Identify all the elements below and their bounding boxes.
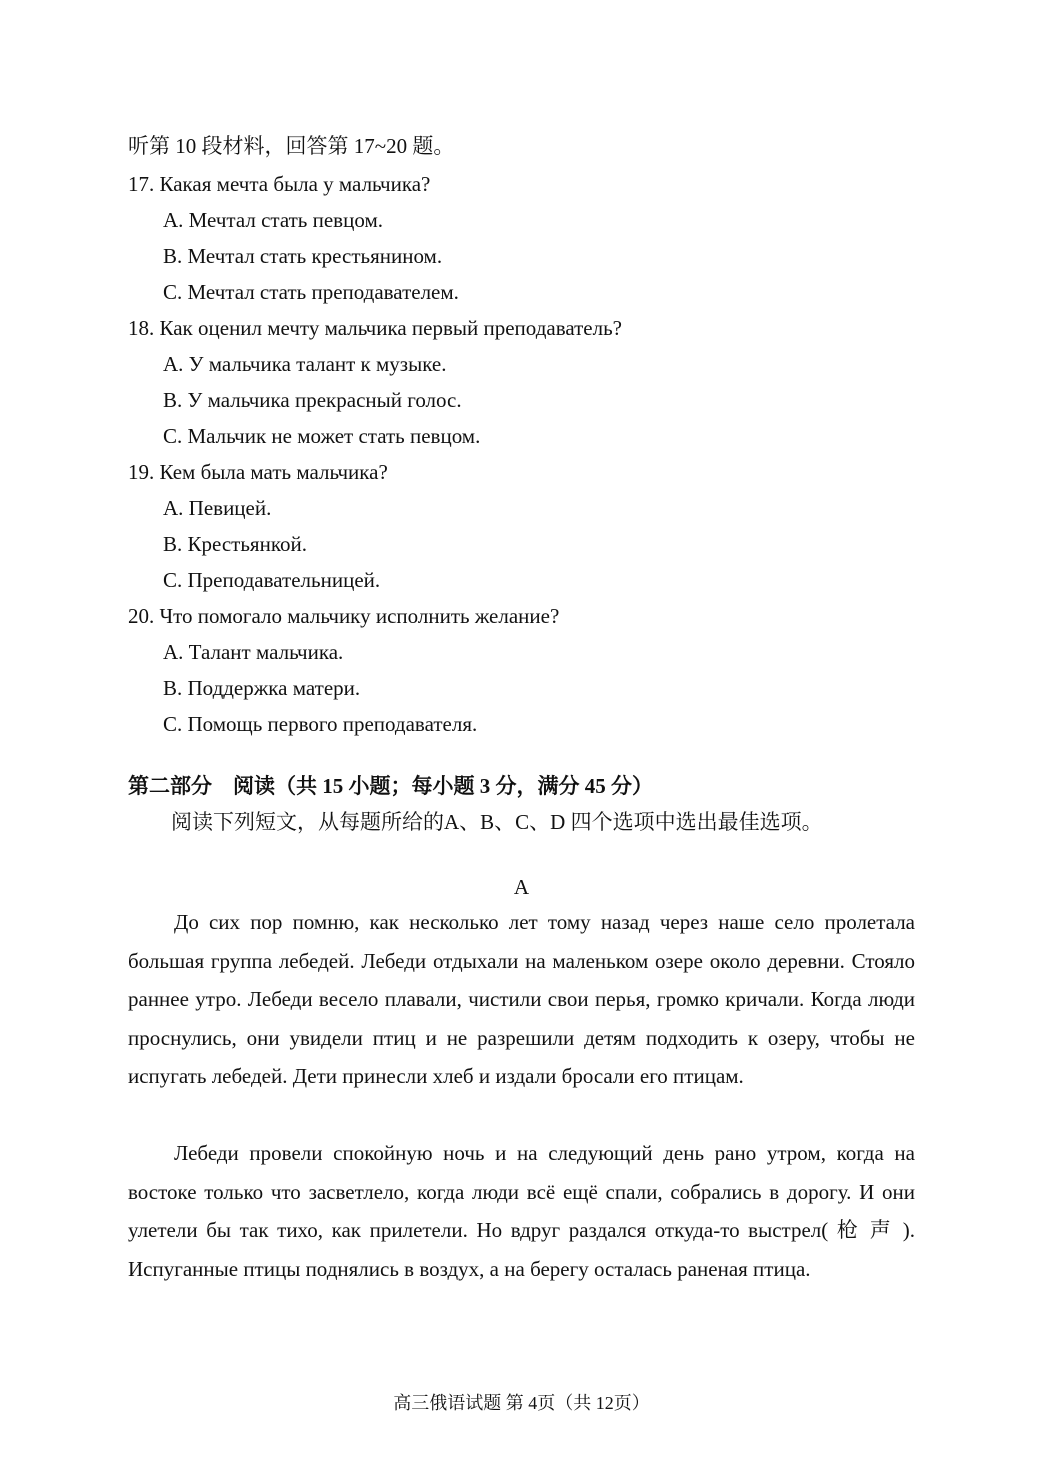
question-18: 18. Как оценил мечту мальчика первый преподаватель? bbox=[128, 316, 622, 340]
passage-paragraph-1: До сих пор помню, как несколько лет тому назад через наше село пролетала большая группа лебедей. Лебеди отдыхали на маленьком озере около деревни. Стояло раннее утро. Лебеди весело плавали, чистили свои перья, громко кричали. Когда люди проснулись, они увидели птиц и не разрешили детям подходить к озеру, чтобы не испугать лебедей. Дети принесли хлеб и издали бросали его птицам. bbox=[128, 910, 915, 1088]
passage-label: A bbox=[513, 875, 530, 899]
listening-instruction: 听第 10 段材料，回答第 17~20 题。 bbox=[128, 134, 455, 158]
option-19-b: B. Крестьянкой. bbox=[163, 532, 307, 556]
question-17: 17. Какая мечта была у мальчика? bbox=[128, 172, 431, 196]
option-18-c: C. Мальчик не может стать певцом. bbox=[163, 424, 481, 448]
reading-section-title: 第二部分 阅读（共 15 小题；每小题 3 分，满分 45 分） bbox=[128, 774, 653, 798]
question-20: 20. Что помогало мальчику исполнить желание? bbox=[128, 604, 560, 628]
option-20-c: C. Помощь первого преподавателя. bbox=[163, 712, 478, 736]
passage-paragraph-2: Лебеди провели спокойную ночь и на следующий день рано утром, когда на востоке только что засветлело, когда люди всё ещё спали, собрались в дорогу. И они улетели бы так тихо, как прилетели. Но вдруг раздался откуда-то выстрел( 枪 声 ). Испуганные птицы поднялись в воздух, а на берегу осталась раненая птица. bbox=[128, 1141, 915, 1281]
reading-instruction: 阅读下列短文，从每题所给的A、B、C、D 四个选项中选出最佳选项。 bbox=[171, 810, 823, 834]
question-19: 19. Кем была мать мальчика? bbox=[128, 460, 388, 484]
option-19-c: C. Преподавательницей. bbox=[163, 568, 381, 592]
option-17-a: A. Мечтал стать певцом. bbox=[163, 208, 383, 232]
option-18-b: B. У мальчика прекрасный голос. bbox=[163, 388, 462, 412]
option-18-a: A. У мальчика талант к музыке. bbox=[163, 352, 447, 376]
option-17-b: B. Мечтал стать крестьянином. bbox=[163, 244, 443, 268]
option-19-a: A. Певицей. bbox=[163, 496, 272, 520]
page-footer: 高三俄语试题 第 4页（共 12页） bbox=[393, 1393, 650, 1413]
option-20-a: A. Талант мальчика. bbox=[163, 640, 344, 664]
option-17-c: C. Мечтал стать преподавателем. bbox=[163, 280, 459, 304]
option-20-b: B. Поддержка матери. bbox=[163, 676, 361, 700]
